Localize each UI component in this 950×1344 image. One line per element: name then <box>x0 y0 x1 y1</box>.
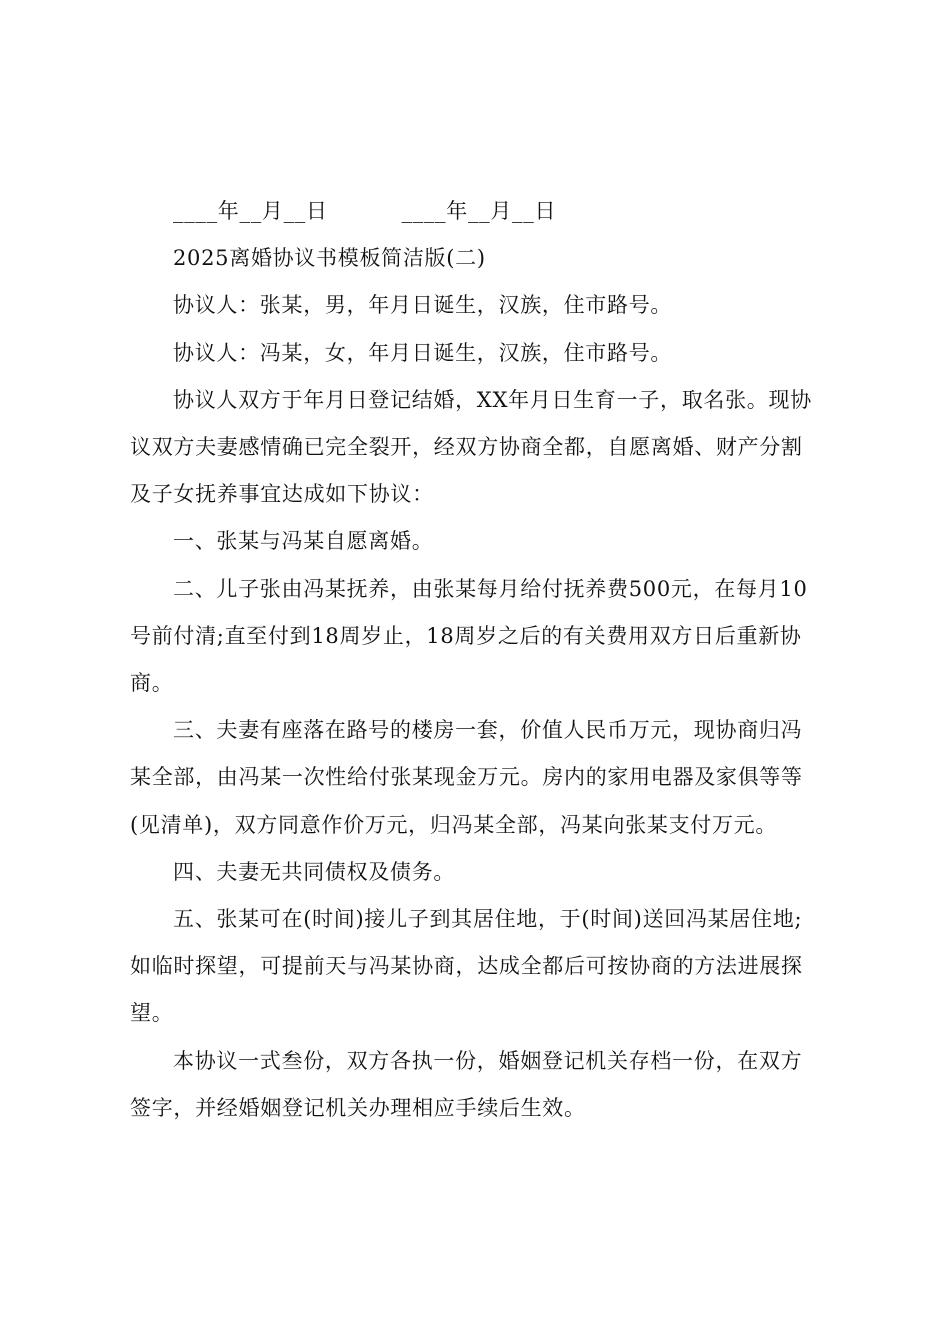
closing-line: 本协议一式叁份，双方各执一份，婚姻登记机关存档一份，在双方 <box>173 1048 803 1073</box>
clause-two <box>130 566 830 708</box>
clause-three-line: (见清单)，双方同意作价万元，归冯某全部，冯某向张某支付万元。 <box>130 812 778 837</box>
closing-paragraph <box>130 1038 830 1132</box>
intro-line: 议双方夫妻感情确已完全裂开，经双方协商全都，自愿离婚、财产分割 <box>130 435 803 460</box>
clause-two-line: 二、儿子张由冯某抚养，由张某每月给付抚养费500元，在每月10 <box>173 576 808 601</box>
clause-five-line: 如临时探望，可提前天与冯某协商，达成全都后可按协商的方法进展探 <box>130 954 803 979</box>
clause-two-line: 商。 <box>130 671 174 696</box>
closing-line: 签字，并经婚姻登记机关办理相应手续后生效。 <box>130 1095 586 1120</box>
party-one-line: 协议人：张某，男，年月日诞生，汉族，住市路号。 <box>173 293 673 318</box>
clause-five <box>130 896 830 1038</box>
document-body <box>130 188 830 1132</box>
intro-paragraph <box>130 377 830 519</box>
clause-five-line: 望。 <box>130 1001 174 1026</box>
document-title: 2025离婚协议书模板简洁版(二) <box>173 246 486 271</box>
clause-three <box>130 707 830 849</box>
intro-line: 协议人双方于年月日登记结婚，XX年月日生育一子，取名张。现协 <box>173 387 812 412</box>
intro-line: 及子女抚养事宜达成如下协议： <box>130 482 434 507</box>
clause-three-line: 某全部，由冯某一次性给付张某现金万元。房内的家用电器及家俱等等 <box>130 765 803 790</box>
party-two-line: 协议人：冯某，女，年月日诞生，汉族，住市路号。 <box>173 340 673 365</box>
signature-date-line: ____年__月__日 ____年__月__日 <box>173 199 557 223</box>
clause-five-line: 五、张某可在(时间)接儿子到其居住地，于(时间)送回冯某居住地; <box>173 907 803 932</box>
clause-three-line: 三、夫妻有座落在路号的楼房一套，价值人民币万元，现协商归冯 <box>173 718 803 743</box>
clause-one-line: 一、张某与冯某自愿离婚。 <box>173 529 434 554</box>
clause-two-line: 号前付清;直至付到18周岁止，18周岁之后的有关费用双方日后重新协 <box>130 623 802 648</box>
clause-one <box>130 518 830 565</box>
clause-four <box>130 849 830 896</box>
clause-four-line: 四、夫妻无共同债权及债务。 <box>173 859 456 884</box>
